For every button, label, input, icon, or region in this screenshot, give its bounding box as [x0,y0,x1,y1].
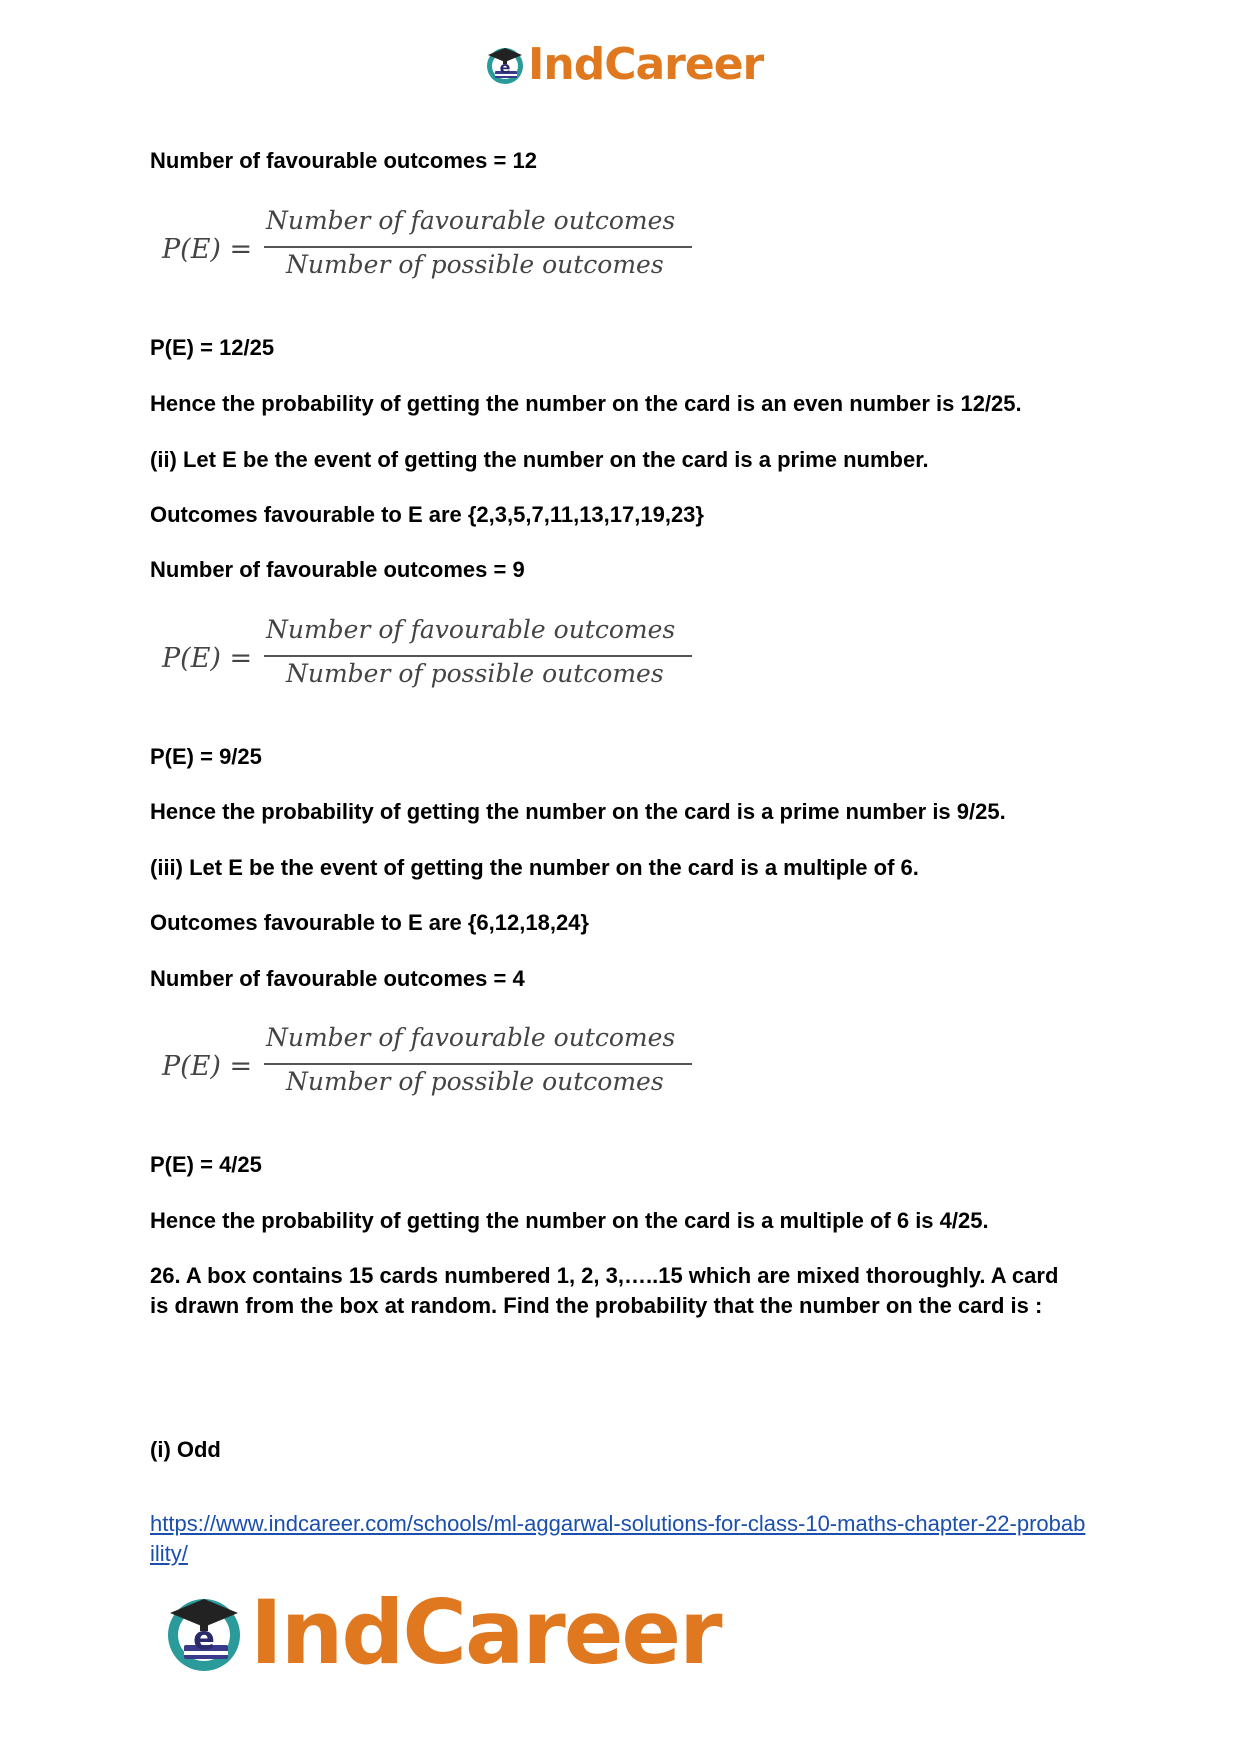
graduation-book-icon [484,44,526,86]
svg-text:e: e [193,1619,215,1657]
svg-text:e: e [499,58,511,77]
paragraph: Hence the probability of getting the number on the card is an even number is 12/25. [150,391,1022,416]
fraction-bar [264,1063,692,1065]
paragraph: Outcomes favourable to E are {2,3,5,7,11,13,17,19,23} [150,502,704,527]
fraction-bar [264,246,692,248]
formula-numerator: Number of favourable outcomes [266,615,676,644]
fraction-bar [264,655,692,657]
formula-denominator: Number of possible outcomes [286,659,664,688]
formula-numerator: Number of favourable outcomes [266,1023,676,1052]
paragraph: (ii) Let E be the event of getting the number on the card is a prime number. [150,447,929,472]
paragraph: Hence the probability of getting the number on the card is a prime number is 9/25. [150,799,1006,824]
footer-logo [162,1583,721,1683]
paragraph: P(E) = 12/25 [150,335,275,360]
header-logo-text: IndCareer [528,39,764,90]
source-link[interactable]: https://www.indcareer.com/schools/ml-aggarwal-solutions-for-class-10-maths-chapter-22-probability/ [150,1511,1086,1566]
paragraph: Number of favourable outcomes = 4 [150,966,525,991]
header-logo [484,40,763,90]
paragraph: Outcomes favourable to E are {6,12,18,24} [150,910,589,935]
formula-lhs: P(E) = [162,643,253,674]
paragraph: Hence the probability of getting the number on the card is a multiple of 6 is 4/25. [150,1208,989,1233]
probability-formula [162,1023,702,1123]
graduation-book-icon [162,1591,246,1675]
probability-formula [162,206,702,306]
formula-numerator: Number of favourable outcomes [266,206,676,235]
formula-denominator: Number of possible outcomes [286,250,664,279]
question-paragraph: 26. A box contains 15 cards numbered 1, 2, 3,…..15 which are mixed thoroughly. A card is drawn from the box at random. Find the probability that the number on the card is : [150,1263,1059,1318]
formula-lhs: P(E) = [162,234,253,265]
paragraph: (i) Odd [150,1437,221,1462]
paragraph: Number of favourable outcomes = 9 [150,557,525,582]
probability-formula [162,615,702,715]
paragraph: Number of favourable outcomes = 12 [150,148,537,173]
formula-lhs: P(E) = [162,1051,253,1082]
paragraph: P(E) = 4/25 [150,1152,262,1177]
footer-logo-text: IndCareer [250,1581,721,1684]
formula-denominator: Number of possible outcomes [286,1067,664,1096]
paragraph: P(E) = 9/25 [150,744,262,769]
paragraph: (iii) Let E be the event of getting the number on the card is a multiple of 6. [150,855,919,880]
